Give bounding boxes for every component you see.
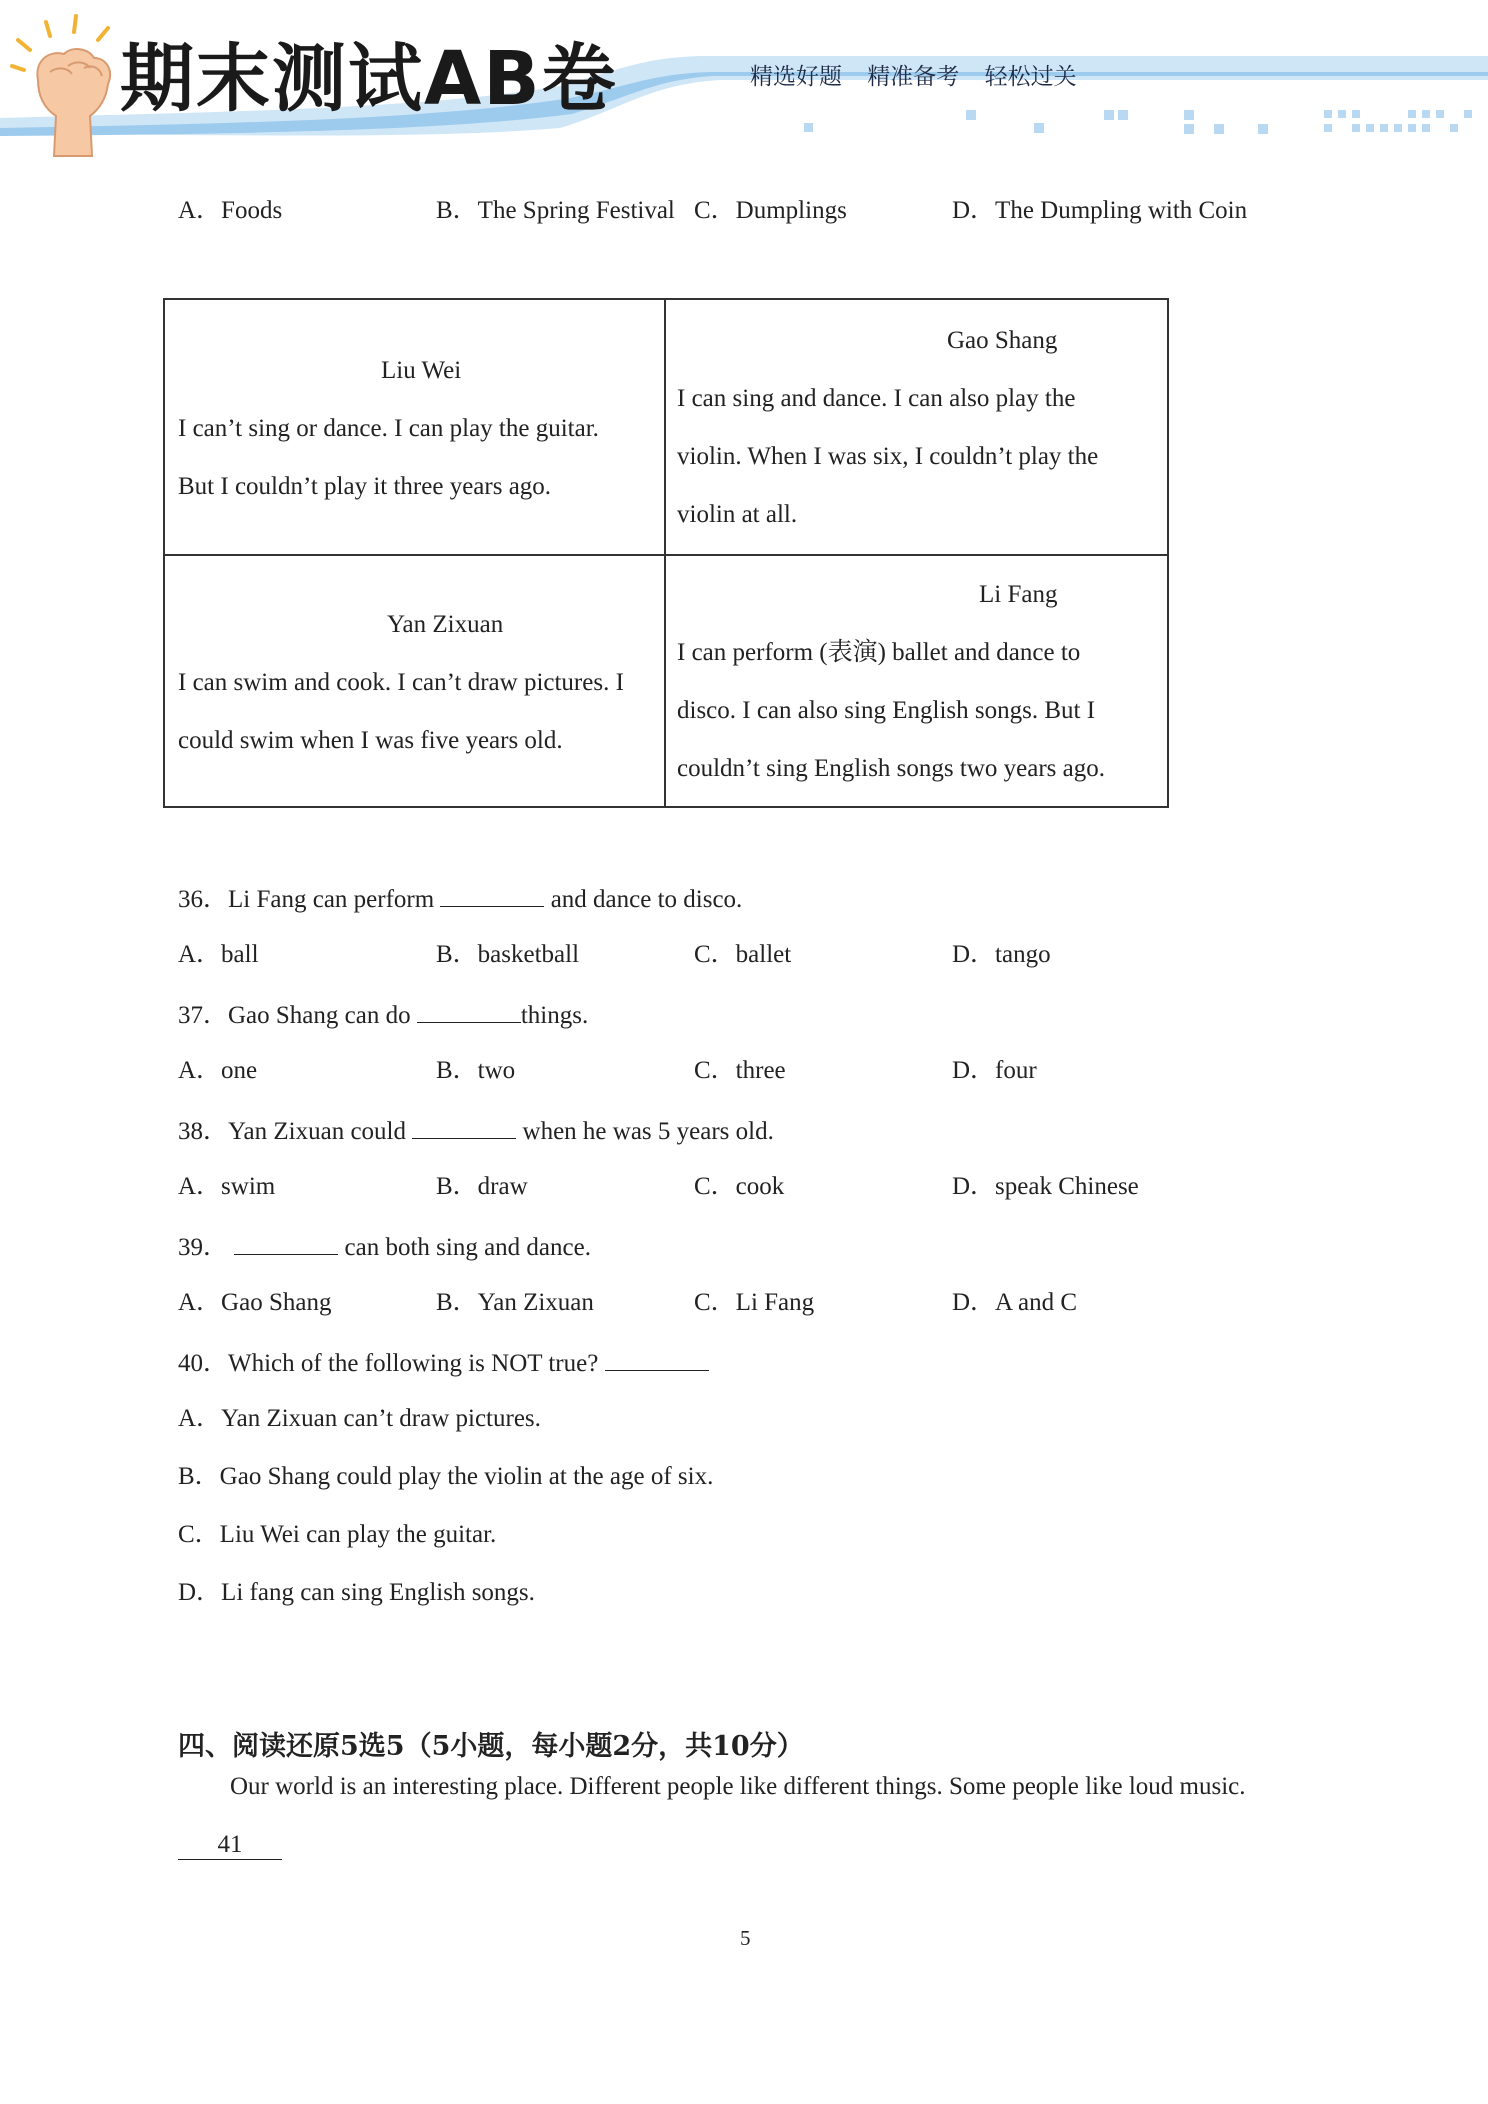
exam-title: 期末测试AB卷 [120,36,618,122]
cell-line: disco. I can also sing English songs. But I [677,697,1096,724]
option-b: B．draw [436,1173,528,1200]
option-b: B．Yan Zixuan [436,1289,594,1316]
cell-line: I can’t sing or dance. I can play the guitar. [178,415,599,442]
cell-line: But I couldn’t play it three years ago. [178,473,552,500]
table-divider-horizontal [165,554,1167,556]
prev-option-d: D．The Dumpling with Coin [952,197,1248,224]
blank-number: 41 [178,1832,282,1860]
prev-option-a: A．Foods [178,197,283,224]
answer-blank[interactable] [412,1116,516,1139]
cell-line: I can perform (表演) ballet and dance to [677,639,1081,666]
answer-blank[interactable] [417,1000,521,1023]
blank-41[interactable] [178,1832,282,1860]
profiles-table [163,298,1169,808]
option-c: C．ballet [694,941,792,968]
question-40 [178,1348,709,1376]
cell-line: I can swim and cook. I can’t draw pictures. I [178,669,624,696]
cell-name-yan-zixuan: Yan Zixuan [387,611,504,638]
page-number: 5 [740,1926,751,1950]
option-d: D．four [952,1057,1037,1084]
cell-line: could swim when I was five years old. [178,727,563,754]
option-b: B．two [436,1057,516,1084]
table-divider-vertical [664,300,666,806]
question-text: and dance to disco. [544,886,743,913]
option-d: D．tango [952,941,1051,968]
option-d: D．speak Chinese [952,1173,1139,1200]
answer-blank[interactable] [234,1232,338,1255]
option-a: A．ball [178,941,259,968]
exam-slogan: 精选好题 精准备考 轻松过关 [750,64,1077,90]
cell-name-li-fang: Li Fang [979,581,1058,608]
option-c: C．three [694,1057,786,1084]
question-text: 38．Yan Zixuan could [178,1118,413,1145]
section-heading: 四、阅读还原5选5（5小题，每小题2分，共10分） [178,1731,804,1762]
cell-name-gao-shang: Gao Shang [947,327,1058,354]
raised-fist-icon [10,10,120,160]
reading-paragraph: Our world is an interesting place. Different people like different things. Some people like loud music. [230,1773,1246,1800]
question-text: can both sing and dance. [338,1234,591,1261]
option-a: A．swim [178,1173,276,1200]
option-b: B．Gao Shang could play the violin at the age of six. [178,1463,714,1490]
option-a: A．one [178,1057,258,1084]
cell-line: couldn’t sing English songs two years ago. [677,755,1105,782]
question-text: 39． [178,1234,235,1261]
answer-blank[interactable] [605,1348,709,1371]
option-d: D．Li fang can sing English songs. [178,1579,535,1606]
question-39 [178,1232,591,1260]
question-38 [178,1116,774,1144]
option-a: A．Gao Shang [178,1289,332,1316]
question-text: 37．Gao Shang can do [178,1002,417,1029]
option-b: B．basketball [436,941,580,968]
cell-line: violin at all. [677,501,798,528]
question-text: when he was 5 years old. [516,1118,774,1145]
question-text: things. [520,1002,589,1029]
prev-option-c: C．Dumplings [694,197,847,224]
option-c: C．cook [694,1173,785,1200]
header-banner [0,0,1488,160]
option-d: D．A and C [952,1289,1078,1316]
question-37 [178,1000,588,1028]
option-a: A．Yan Zixuan can’t draw pictures. [178,1405,541,1432]
answer-blank[interactable] [440,884,544,907]
cell-line: violin. When I was six, I couldn’t play the [677,443,1099,470]
prev-option-b: B．The Spring Festival [436,197,675,224]
question-text: 36．Li Fang can perform [178,886,441,913]
cell-name-liu-wei: Liu Wei [381,357,462,384]
question-text: 40．Which of the following is NOT true? [178,1350,605,1377]
cell-line: I can sing and dance. I can also play the [677,385,1076,412]
option-c: C．Li Fang [694,1289,815,1316]
question-36 [178,884,742,912]
option-c: C．Liu Wei can play the guitar. [178,1521,497,1548]
